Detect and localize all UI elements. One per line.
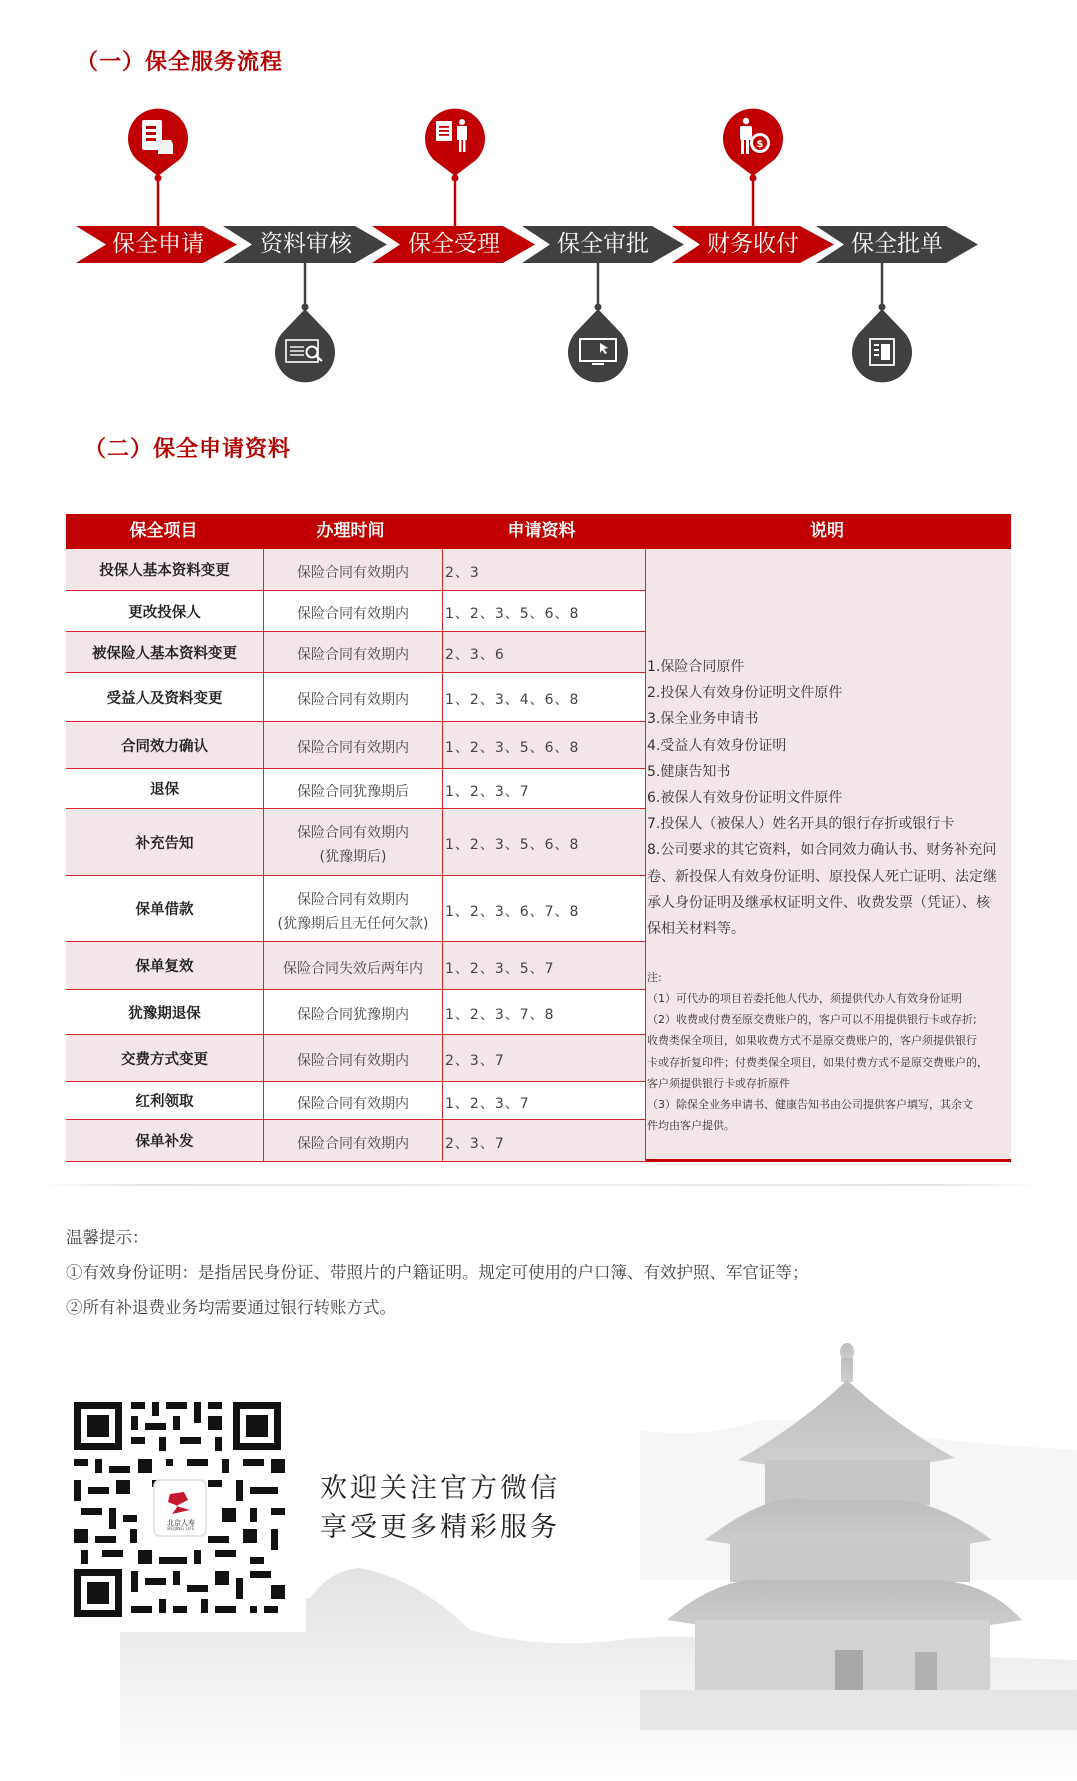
divider (40, 1184, 1040, 1186)
time-text: 保险合同犹豫期内 (297, 1007, 409, 1023)
process-flow-diagram (0, 0, 1077, 400)
cell-item (66, 632, 264, 673)
cell-item (66, 673, 264, 722)
slogan-line-1: 欢迎关注官方微信 (320, 1473, 560, 1504)
description-item: 承人身份证明及继承权证明文件、收费发票（凭证）、核 (647, 894, 990, 911)
tip-item-2: ②所有补退费业务均需要通过银行转账方式。 (66, 1298, 396, 1317)
cell-time (264, 942, 443, 990)
description-item: 8.公司要求的其它资料，如合同效力确认书、财务补充问 (647, 842, 997, 859)
time-text: 保险合同有效期内 (297, 825, 409, 841)
time-text: 保险合同有效期内 (297, 891, 409, 908)
newspaper-icon (852, 263, 912, 382)
cell-item (66, 549, 264, 591)
time-text: 保险合同有效期内 (297, 606, 409, 622)
time-text: (犹豫期后) (319, 849, 387, 865)
time-text: 保险合同失效后两年内 (283, 960, 423, 977)
time-text: 保险合同有效期内 (297, 1095, 409, 1112)
item-label: 红利领取 (135, 1094, 194, 1110)
header-docs: 申请资料 (507, 521, 576, 541)
cell-docs (443, 1035, 646, 1082)
docs-list: 1、2、3、5、7 (445, 960, 555, 977)
docs-list: 1、2、3、5、6、8 (445, 606, 580, 622)
step-review: 资料审核 (260, 231, 352, 257)
businessman-coin-icon (723, 109, 783, 226)
cell-docs (443, 1082, 646, 1120)
item-label: 保单复效 (135, 959, 194, 975)
materials-table (66, 514, 1011, 1162)
logo-text-cn: 北京人寿 (167, 1519, 195, 1527)
description-item: 5.健康告知书 (647, 763, 731, 780)
cell-time (264, 1120, 443, 1162)
logo-text-en: BEIJING LIFE (167, 1527, 195, 1532)
docs-list: 1、2、3、5、6、8 (445, 837, 580, 853)
description-item: 保相关材料等。 (647, 921, 745, 937)
cell-time (264, 549, 443, 591)
cell-docs (443, 591, 646, 632)
cell-time (264, 769, 443, 809)
step-endorsement: 保全批单 (851, 231, 943, 257)
docs-list: 2、3、7 (445, 1053, 505, 1069)
svg-text:$: $ (756, 139, 764, 150)
time-text: 保险合同有效期内 (297, 1135, 409, 1152)
cell-item (66, 990, 264, 1035)
cell-time (264, 673, 443, 722)
cell-docs (443, 1120, 646, 1162)
item-label: 退保 (150, 782, 179, 798)
description-item: 6.被保人有效身份证明文件原件 (647, 790, 843, 806)
item-label: 保单补发 (135, 1134, 194, 1150)
cell-item (66, 942, 264, 990)
item-label: 被保险人基本资料变更 (92, 645, 237, 662)
cell-docs (443, 769, 646, 809)
cell-docs (443, 632, 646, 673)
cell-docs (443, 722, 646, 769)
note-item: 卡或存折复印件；付费类保全项目，如果付费方式不是原交费账户的， (647, 1055, 988, 1069)
description-cell (646, 549, 1011, 1159)
note-item: 收费类保全项目，如果收费方式不是原交费账户的，客户须提供银行 (647, 1034, 977, 1048)
header-description: 说明 (810, 521, 844, 541)
time-text: 保险合同犹豫期后 (297, 783, 409, 800)
item-label: 合同效力确认 (121, 738, 208, 755)
item-label: 投保人基本资料变更 (99, 563, 230, 579)
item-label: 犹豫期退保 (128, 1005, 201, 1022)
section-title-service-flow: （一）保全服务流程 (76, 49, 284, 75)
description-item: 2.投保人有效身份证明文件原件 (647, 685, 843, 702)
tablet-touch-icon (128, 109, 188, 226)
cell-item (66, 809, 264, 876)
cell-time (264, 632, 443, 673)
cell-time (264, 722, 443, 769)
docs-list: 1、2、3、7 (445, 1095, 530, 1112)
cell-docs (443, 549, 646, 591)
cell-time (264, 876, 443, 942)
time-text: (犹豫期后且无任何欠款) (277, 915, 429, 932)
description-item: 4.受益人有效身份证明 (647, 737, 787, 754)
header-time: 办理时间 (316, 521, 385, 541)
note-item: 客户须提供银行卡或存折原件 (647, 1076, 790, 1090)
note-item: （3）除保全业务申请书、健康告知书由公司提供客户填写，其余文 (647, 1098, 973, 1111)
slogan-line-2: 享受更多精彩服务 (320, 1512, 560, 1543)
step-apply: 保全申请 (112, 231, 204, 257)
note-item: （2）收费或付费至原交费账户的，客户可以不用提供银行卡或存折; (647, 1013, 977, 1027)
docs-list: 1、2、3、7 (445, 783, 530, 800)
cell-docs (443, 942, 646, 990)
tips-title: 温馨提示： (66, 1228, 149, 1247)
docs-list: 2、3、7 (445, 1135, 505, 1152)
docs-list: 1、2、3、5、6、8 (445, 740, 580, 756)
description-item: 卷、新投保人有效身份证明、原投保人死亡证明、法定继 (647, 868, 997, 885)
cell-docs (443, 809, 646, 876)
docs-list: 2、3、6 (445, 647, 505, 663)
cell-item (66, 722, 264, 769)
cell-time (264, 591, 443, 632)
cell-time (264, 809, 443, 876)
step-approve: 保全审批 (557, 231, 649, 257)
cell-time (264, 990, 443, 1035)
qr-code-container (66, 1394, 306, 1632)
cell-item (66, 769, 264, 809)
table-header (66, 514, 1011, 549)
wechat-qr-code[interactable] (66, 1394, 306, 1632)
header-item: 保全项目 (129, 521, 198, 541)
description-item: 3.保全业务申请书 (647, 711, 759, 728)
docs-list: 2、3 (445, 564, 480, 581)
step-payment: 财务收付 (707, 231, 799, 257)
document-presenter-icon (425, 109, 485, 226)
cell-item (66, 591, 264, 632)
time-text: 保险合同有效期内 (297, 647, 409, 663)
description-item: 7.投保人（被保人）姓名开具的银行存折或银行卡 (647, 816, 955, 833)
cell-item (66, 1120, 264, 1162)
note-label: 注: (647, 971, 662, 984)
time-text: 保险合同有效期内 (297, 564, 409, 581)
item-label: 交费方式变更 (121, 1051, 208, 1068)
cell-time (264, 1035, 443, 1082)
description-item: 1.保险合同原件 (647, 659, 745, 675)
cell-item (66, 1035, 264, 1082)
note-item: （1）可代办的项目若委托他人代办，须提供代办人有效身份证明 (647, 992, 962, 1005)
item-label: 补充告知 (135, 835, 194, 852)
cell-docs (443, 876, 646, 942)
time-text: 保险合同有效期内 (297, 740, 409, 756)
cell-time (264, 1082, 443, 1120)
cell-item (66, 876, 264, 942)
document-search-icon (275, 263, 335, 382)
monitor-cursor-icon (568, 263, 628, 382)
tip-item-1: ①有效身份证明：是指居民身份证、带照片的户籍证明。规定可使用的户口簿、有效护照、军官证等； (66, 1263, 809, 1282)
item-label: 受益人及资料变更 (106, 690, 223, 707)
cell-docs (443, 990, 646, 1035)
cell-item (66, 1082, 264, 1120)
docs-list: 1、2、3、6、7、8 (445, 903, 580, 920)
note-item: 件均由客户提供。 (647, 1119, 735, 1133)
time-text: 保险合同有效期内 (297, 1053, 409, 1069)
cell-docs (443, 673, 646, 722)
time-text: 保险合同有效期内 (297, 692, 409, 708)
item-label: 更改投保人 (128, 604, 201, 621)
step-accept: 保全受理 (408, 231, 500, 257)
docs-list: 1、2、3、7、8 (445, 1007, 555, 1023)
section-title-application-materials: （二）保全申请资料 (84, 436, 292, 462)
item-label: 保单借款 (135, 902, 194, 918)
docs-list: 1、2、3、4、6、8 (445, 692, 580, 708)
